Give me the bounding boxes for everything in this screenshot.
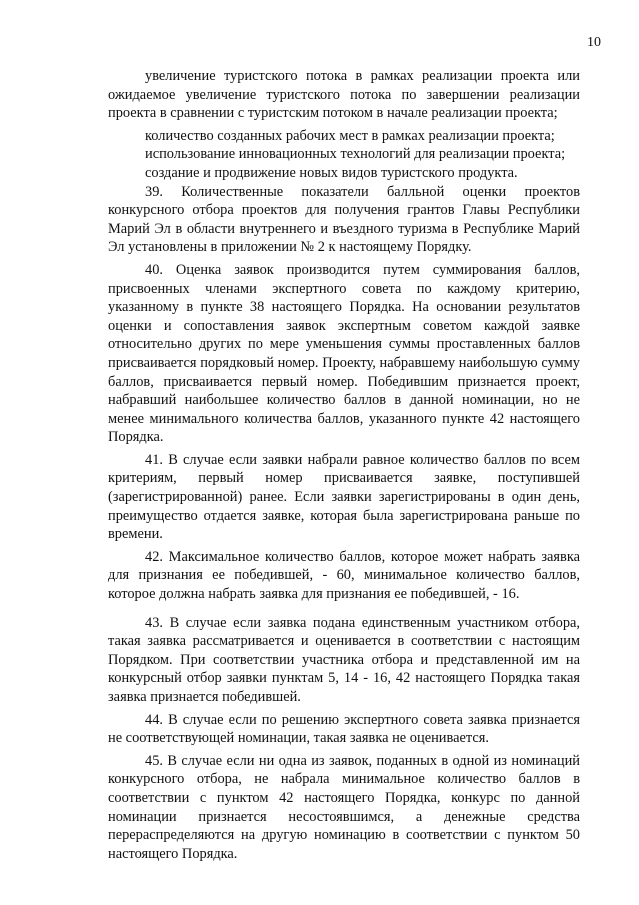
paragraph-41: 41. В случае если заявки набрали равное количество баллов по всем критериям, первый номер присваивается заявке, поступившей (зарегистрированной) ранее. Если заявки зарегистрированы в один день, преимущество отдается заявке, которая была зарегистрирована раньше по времени. bbox=[108, 451, 580, 543]
paragraph-innovation: использование инновационных технологий для реализации проекта; bbox=[145, 146, 566, 163]
paragraph-40: 40. Оценка заявок производится путем суммирования баллов, присвоенных членами экспертного совета по каждому критерию, указанному в пункте 38 настоящего Порядка. На основании результатов оценки и сопоставления заявок экспертным советом каждой заявке относительно других по мере уменьшения суммы проставленных баллов присваивается порядковый номер. Проекту, набравшему наибольшую сумму баллов, присваивается первый номер. Победившим признается проект, набравший наибольшее количество баллов в данной номинации, но не менее минимального количества баллов, указанного пункте 42 настоящего Порядка. bbox=[108, 261, 580, 446]
paragraph-45: 45. В случае если ни одна из заявок, поданных в одной из номинаций конкурсного отбора, не набрала минимальное количество баллов в соответствии с пунктом 42 настоящего Порядка, конкурс по данной номинации признается несостоявшимся, а денежные средства перераспределяются на другую номинацию в соответствии с пунктом 50 настоящего Порядка. bbox=[108, 752, 580, 862]
paragraph-new-products: создание и продвижение новых видов туристского продукта. bbox=[145, 164, 518, 181]
paragraph-43: 43. В случае если заявка подана единственным участником отбора, такая заявка рассматривается и оценивается в соответствии с настоящим Порядком. При соответствии участника отбора и представленной им на конкурсный отбор заявки пунктам 5, 14 - 16, 42 настоящего Порядка такая заявка признается победившей. bbox=[108, 614, 580, 705]
paragraph-42: 42. Максимальное количество баллов, которое может набрать заявка для признания ее победившей, - 60, минимальное количество баллов, которое должна набрать заявка для признания ее победившей, - 16. bbox=[108, 548, 580, 603]
document-body bbox=[108, 67, 580, 863]
page-number: 10 bbox=[587, 35, 601, 50]
paragraph-tourist-flow: увеличение туристского потока в рамках реализации проекта или ожидаемое увеличение туристского потока по завершении реализации проекта в сравнении с туристским потоком в начале реализации проекта; bbox=[108, 68, 580, 122]
paragraph-jobs-created: количество созданных рабочих мест в рамках реализации проекта; bbox=[145, 127, 555, 144]
paragraph-44: 44. В случае если по решению экспертного совета заявка признается не соответствующей номинации, такая заявка не оценивается. bbox=[108, 711, 580, 747]
paragraph-39: 39. Количественные показатели балльной оценки проектов конкурсного отбора проектов для получения грантов Главы Республики Марий Эл в области внутреннего и въездного туризма в Республике Марий Эл установлены в приложении № 2 к настоящему Порядку. bbox=[108, 183, 580, 256]
